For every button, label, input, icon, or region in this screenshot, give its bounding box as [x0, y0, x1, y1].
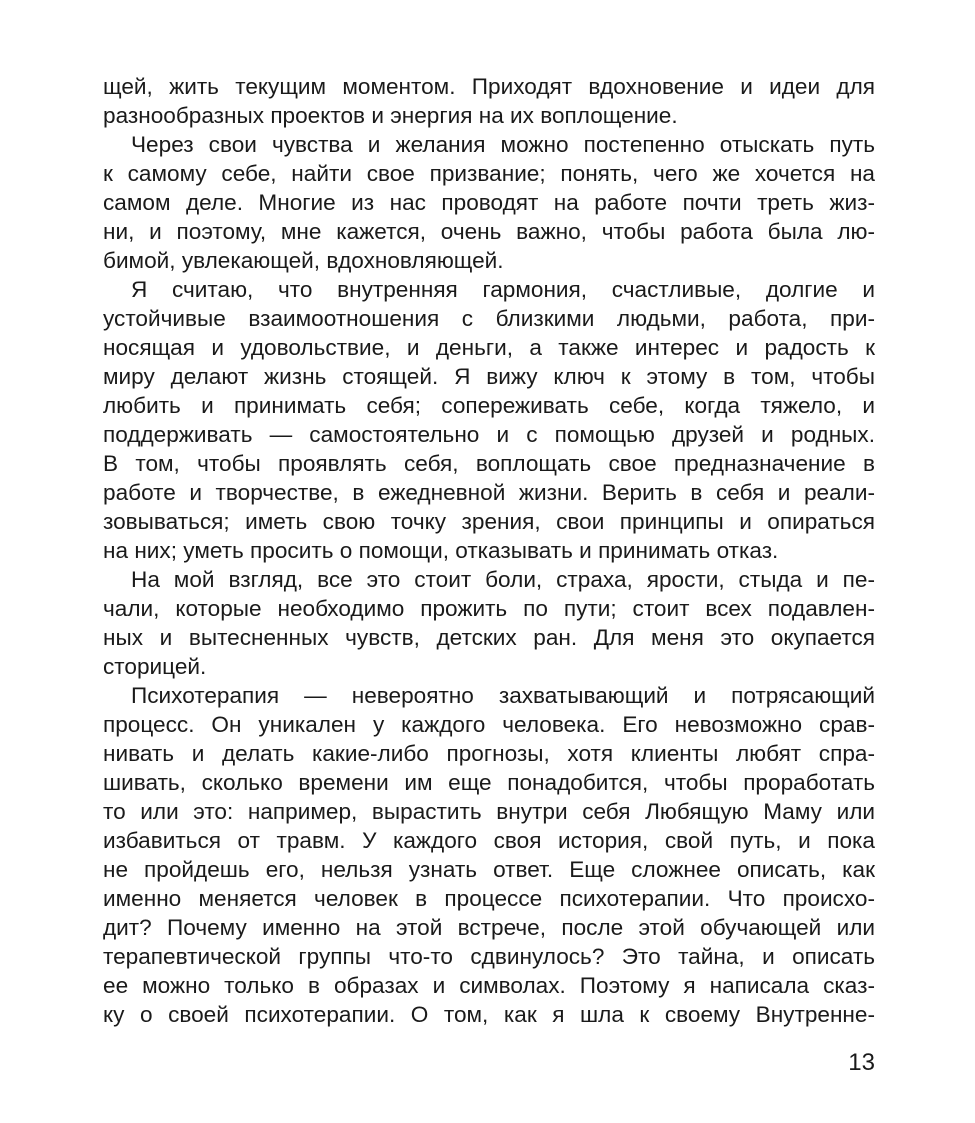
- text-line: миру делают жизнь стоящей. Я вижу ключ к этому в том, чтобы: [103, 364, 875, 389]
- text-line: зовываться; иметь свою точку зрения, свои принципы и опираться: [103, 509, 875, 534]
- text-line: сторицей.: [103, 654, 207, 679]
- paragraph-3: [103, 275, 875, 565]
- text-line: носящая и удовольствие, и деньги, а также интерес и радость к: [103, 335, 875, 360]
- text-line: Я считаю, что внутренняя гармония, счастливые, долгие и: [131, 277, 875, 302]
- text-line: терапевтической группы что-то сдвинулось? Это тайна, и описать: [103, 944, 875, 969]
- text-line: к самому себе, найти свое призвание; понять, чего же хочется на: [103, 161, 875, 186]
- text-line: ных и вытесненных чувств, детских ран. Для меня это окупается: [103, 625, 875, 650]
- text-line: Психотерапия — невероятно захватывающий и потрясающий: [131, 683, 875, 708]
- text-line: не пройдешь его, нельзя узнать ответ. Еще сложнее описать, как: [103, 857, 875, 882]
- text-line: Через свои чувства и желания можно постепенно отыскать путь: [131, 132, 875, 157]
- text-line: любить и принимать себя; сопереживать себе, когда тяжело, и: [103, 393, 875, 418]
- text-line: разнообразных проектов и энергия на их воплощение.: [103, 103, 678, 128]
- paragraph-4: [103, 565, 875, 681]
- paragraph-5: [103, 681, 875, 1029]
- paragraph-1: [103, 72, 875, 130]
- text-line: устойчивые взаимоотношения с близкими людьми, работа, при-: [103, 306, 875, 331]
- text-line: В том, чтобы проявлять себя, воплощать свое предназначение в: [103, 451, 875, 476]
- text-line: именно меняется человек в процессе психотерапии. Что происхо-: [103, 886, 875, 911]
- text-line: На мой взгляд, все это стоит боли, страха, ярости, стыда и пе-: [131, 567, 875, 592]
- text-line: щей, жить текущим моментом. Приходят вдохновение и идеи для: [103, 74, 875, 99]
- text-line: ее можно только в образах и символах. Поэтому я написала сказ-: [103, 973, 875, 998]
- text-line: ни, и поэтому, мне кажется, очень важно, чтобы работа была лю-: [103, 219, 875, 244]
- text-line: нивать и делать какие-либо прогнозы, хотя клиенты любят спра-: [103, 741, 875, 766]
- text-line: шивать, сколько времени им еще понадобится, чтобы проработать: [103, 770, 875, 795]
- text-line: самом деле. Многие из нас проводят на работе почти треть жиз-: [103, 190, 875, 215]
- text-line: работе и творчестве, в ежедневной жизни. Верить в себя и реали-: [103, 480, 875, 505]
- text-line: то или это: например, вырастить внутри себя Любящую Маму или: [103, 799, 875, 824]
- page-body-text: [103, 72, 875, 1029]
- text-line: избавиться от травм. У каждого своя история, свой путь, и пока: [103, 828, 875, 853]
- text-line: поддерживать — самостоятельно и с помощью друзей и родных.: [103, 422, 875, 447]
- text-line: бимой, увлекающей, вдохновляющей.: [103, 248, 504, 273]
- text-line: дит? Почему именно на этой встрече, после этой обучающей или: [103, 915, 875, 940]
- text-line: чали, которые необходимо прожить по пути; стоит всех подавлен-: [103, 596, 875, 621]
- text-line: ку о своей психотерапии. О том, как я шла к своему Внутренне-: [103, 1002, 875, 1027]
- page-number: 13: [848, 1049, 875, 1076]
- paragraph-2: [103, 130, 875, 275]
- text-line: на них; уметь просить о помощи, отказывать и принимать отказ.: [103, 538, 779, 563]
- text-line: процесс. Он уникален у каждого человека. Его невозможно срав-: [103, 712, 875, 737]
